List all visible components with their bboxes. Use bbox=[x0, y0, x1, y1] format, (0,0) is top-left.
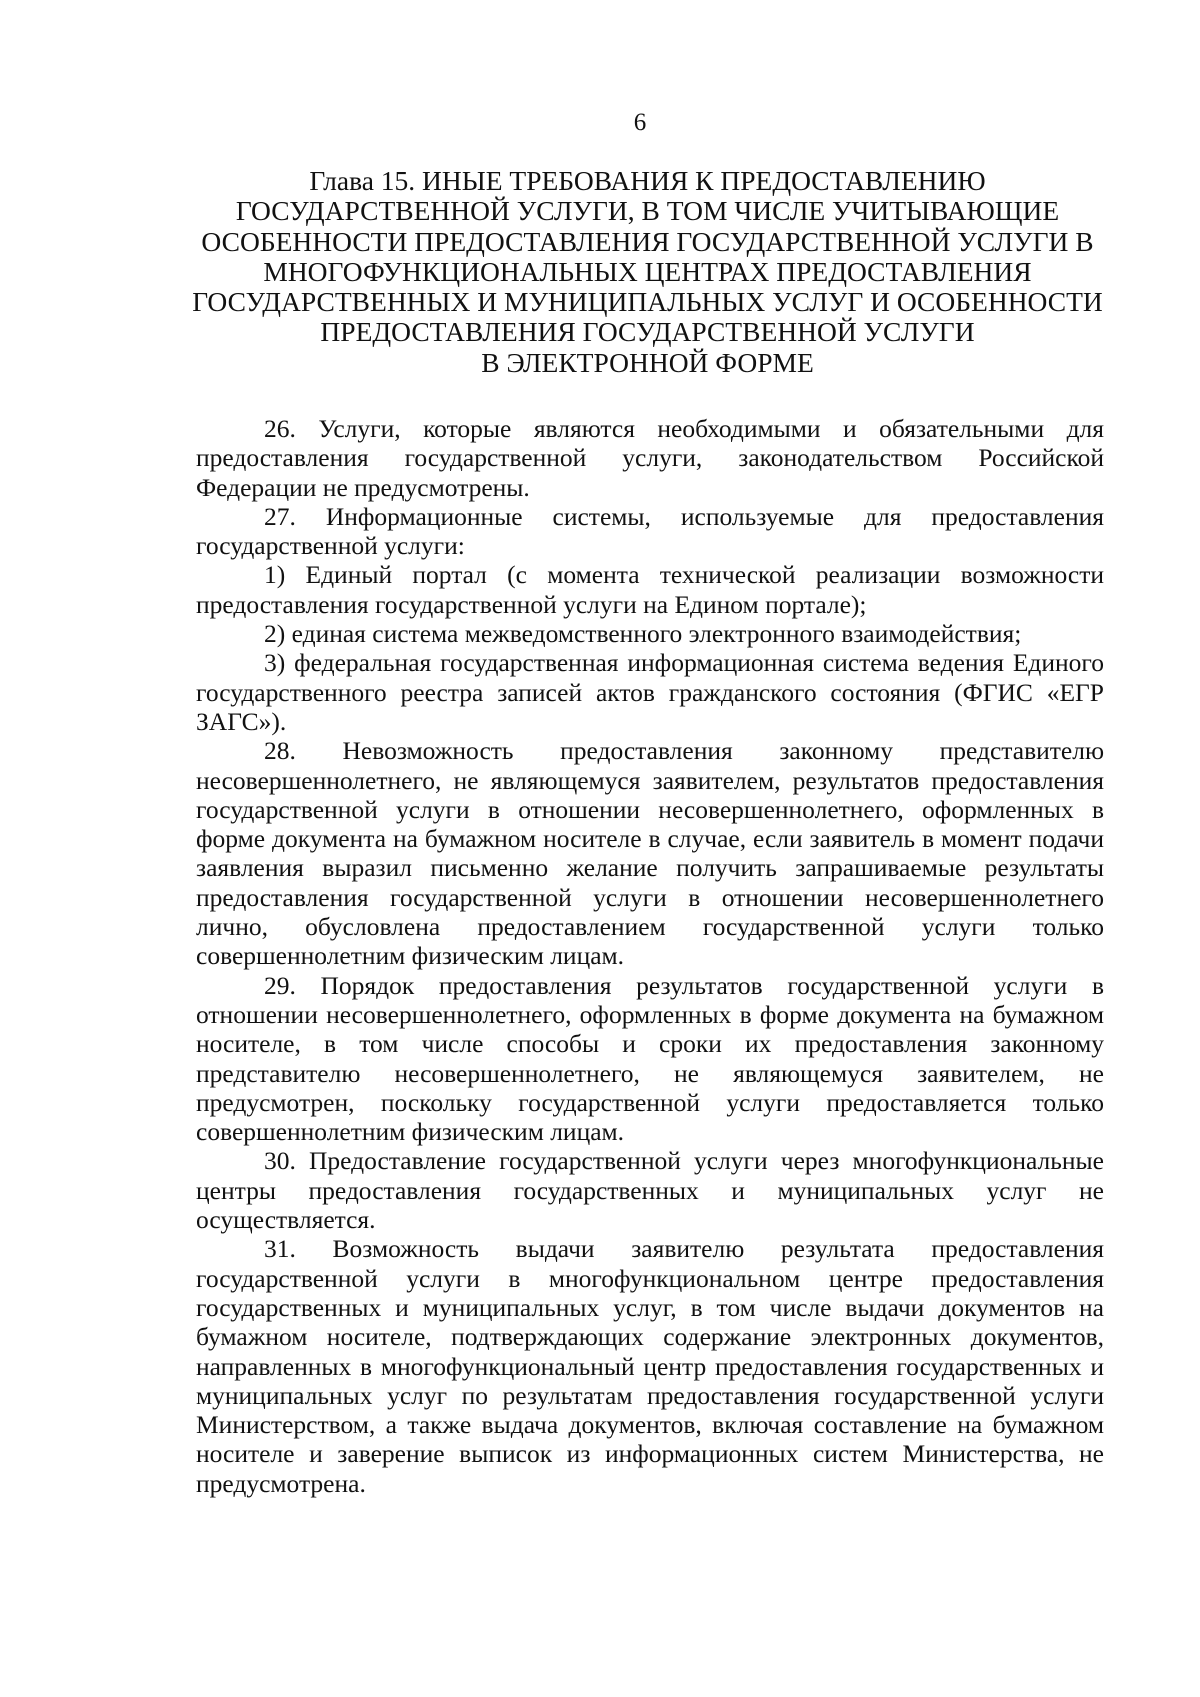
paragraph-28: 28. Невозможность предоставления законному представителю несовершеннолетнего, не являющемуся заявителем, результатов предоставления государственной услуги в отношении несовершеннолетнего, оформленных в форме документа на бумажном носителе в случае, если заявитель в момент подачи заявления выразил письменно желание получить запрашиваемые результаты предоставления государственной услуги в отношении несовершеннолетнего лично, обусловлена предоставлением государственной услуги только совершеннолетним физическим лицам. bbox=[196, 736, 1104, 971]
chapter-heading-line: ГОСУДАРСТВЕННЫХ И МУНИЦИПАЛЬНЫХ УСЛУГ И ОСОБЕННОСТИ bbox=[192, 286, 1103, 318]
paragraph-26: 26. Услуги, которые являются необходимыми и обязательными для предоставления государственной услуги, законодательством Российской Федерации не предусмотрены. bbox=[196, 414, 1104, 502]
paragraph-29: 29. Порядок предоставления результатов государственной услуги в отношении несовершеннолетнего, оформленных в форме документа на бумажном носителе, в том числе способы и сроки их предоставления законному представителю несовершеннолетнего, не являющемуся заявителем, не предусмотрен, поскольку государственной услуги предоставляется только совершеннолетним физическим лицам. bbox=[196, 970, 1104, 1147]
chapter-heading-line: Глава 15. ИНЫЕ ТРЕБОВАНИЯ К ПРЕДОСТАВЛЕНИЮ bbox=[309, 165, 986, 196]
paragraph-27-item-1: 1) Единый портал (с момента технической реализации возможности предоставления государственной услуги на Едином портале); bbox=[196, 560, 1104, 619]
paragraph-31: 31. Возможность выдачи заявителю результата предоставления государственной услуги в многофункциональном центре предоставления государственных и муниципальных услуг, в том числе выдачи документов на бумажном носителе, подтверждающих содержание электронных документов, направленных в многофункциональный центр предоставления государственных и муниципальных услуг по результатам предоставления государственной услуги Министерством, а также выдача документов, включая составление на бумажном носителе и заверение выписок из информационных систем Министерства, не предусмотрена. bbox=[196, 1234, 1104, 1498]
document-body bbox=[196, 414, 1104, 1498]
page-number: 6 bbox=[633, 109, 647, 136]
chapter-heading-line: ОСОБЕННОСТИ ПРЕДОСТАВЛЕНИЯ ГОСУДАРСТВЕННОЙ УСЛУГИ В bbox=[201, 225, 1094, 257]
chapter-heading-line: ГОСУДАРСТВЕННОЙ УСЛУГИ, В ТОМ ЧИСЛЕ УЧИТЫВАЮЩИЕ bbox=[235, 195, 1060, 227]
chapter-heading-line: ПРЕДОСТАВЛЕНИЯ ГОСУДАРСТВЕННОЙ УСЛУГИ bbox=[320, 316, 975, 348]
paragraph-30: 30. Предоставление государственной услуги через многофункциональные центры предоставления государственных и муниципальных услуг не осуществляется. bbox=[196, 1146, 1104, 1235]
paragraph-27-item-3: 3) федеральная государственная информационная система ведения Единого государственного реестра записей актов гражданского состояния (ФГИС «ЕГР ЗАГС»). bbox=[196, 648, 1104, 736]
chapter-heading-line: МНОГОФУНКЦИОНАЛЬНЫХ ЦЕНТРАХ ПРЕДОСТАВЛЕНИЯ bbox=[263, 255, 1032, 287]
paragraph-27: 27. Информационные системы, используемые для предоставления государственной услуги: bbox=[196, 501, 1104, 561]
chapter-heading bbox=[190, 166, 1105, 378]
chapter-heading-line: В ЭЛЕКТРОННОЙ ФОРМЕ bbox=[481, 346, 814, 378]
paragraph-27-item-2: 2) единая система межведомственного электронного взаимодействия; bbox=[264, 619, 1022, 649]
